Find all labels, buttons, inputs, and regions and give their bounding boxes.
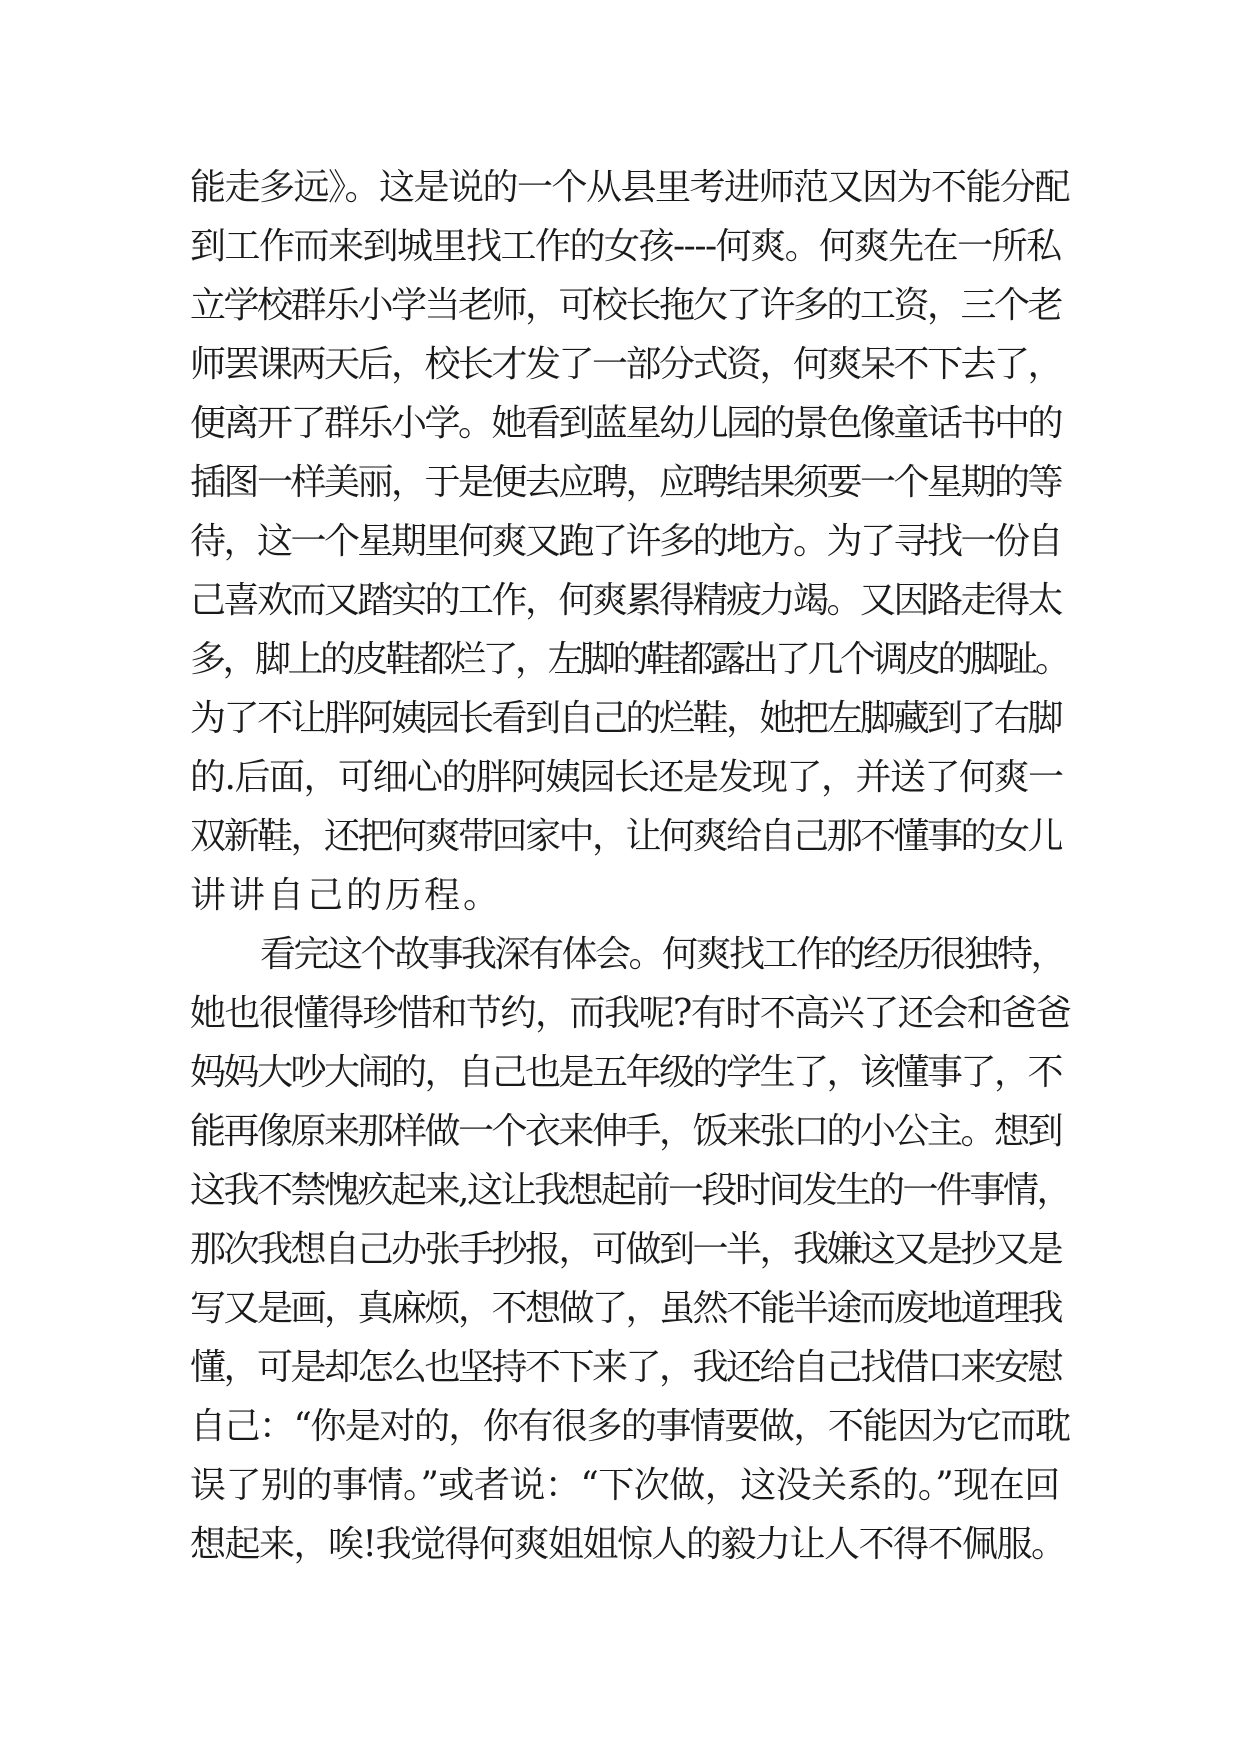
text-line: 想起来，唉!我觉得何爽姐姐惊人的毅力让人不得不佩服。 bbox=[190, 1524, 1066, 1565]
text-line: 能再像原来那样做一个衣来伸手，饭来张口的小公主。想到 bbox=[190, 1111, 1062, 1152]
text-line: 为了不让胖阿姨园长看到自己的烂鞋，她把左脚藏到了右脚 bbox=[190, 698, 1062, 739]
text-line: 这我不禁愧疚起来,这让我想起前一段时间发生的一件事情， bbox=[190, 1170, 1070, 1211]
text-line: 立学校群乐小学当老师，可校长拖欠了许多的工资，三个老 bbox=[190, 285, 1062, 326]
text-line: 的.后面，可细心的胖阿姨园长还是发现了，并送了何爽一 bbox=[190, 757, 1063, 798]
text-line: 双新鞋，还把何爽带回家中，让何爽给自己那不懂事的女儿 bbox=[190, 816, 1062, 857]
paragraph-2 bbox=[190, 925, 1070, 1574]
text-line: 到工作而来到城里找工作的女孩----何爽。何爽先在一所私 bbox=[190, 226, 1061, 267]
text-line: 待，这一个星期里何爽又跑了许多的地方。为了寻找一份自 bbox=[190, 521, 1062, 562]
text-line: 多，脚上的皮鞋都烂了，左脚的鞋都露出了几个调皮的脚趾。 bbox=[190, 639, 1068, 680]
text-line: 讲讲自己的历程。 bbox=[190, 875, 503, 916]
paragraph-1 bbox=[190, 158, 1070, 925]
text-line: 自己：“你是对的，你有很多的事情要做，不能因为它而耽 bbox=[190, 1406, 1070, 1447]
text-line: 己喜欢而又踏实的工作，何爽累得精疲力竭。又因路走得太 bbox=[190, 580, 1062, 621]
text-line: 写又是画，真麻烦，不想做了，虽然不能半途而废地道理我 bbox=[190, 1288, 1062, 1329]
text-line: 插图一样美丽，于是便去应聘，应聘结果须要一个星期的等 bbox=[190, 462, 1062, 503]
text-line: 她也很懂得珍惜和节约，而我呢?有时不高兴了还会和爸爸 bbox=[190, 993, 1071, 1034]
text-line: 师罢课两天后，校长才发了一部分式资，何爽呆不下去了， bbox=[190, 344, 1062, 385]
text-line: 那次我想自己办张手抄报，可做到一半，我嫌这又是抄又是 bbox=[190, 1229, 1062, 1270]
text-line: 误了别的事情。”或者说：“下次做，这没关系的。”现在回 bbox=[190, 1465, 1060, 1506]
text-line: 便离开了群乐小学。她看到蓝星幼儿园的景色像童话书中的 bbox=[190, 403, 1062, 444]
text-line: 妈妈大吵大闹的，自己也是五年级的学生了，该懂事了，不 bbox=[190, 1052, 1062, 1093]
document-body bbox=[190, 158, 1070, 1574]
text-line: 能走多远》。这是说的一个从县里考进师范又因为不能分配 bbox=[190, 167, 1070, 208]
text-line-indented: 看完这个故事我深有体会。何爽找工作的经历很独特， bbox=[260, 934, 1065, 975]
text-line: 懂，可是却怎么也坚持不下来了，我还给自己找借口来安慰 bbox=[190, 1347, 1062, 1388]
